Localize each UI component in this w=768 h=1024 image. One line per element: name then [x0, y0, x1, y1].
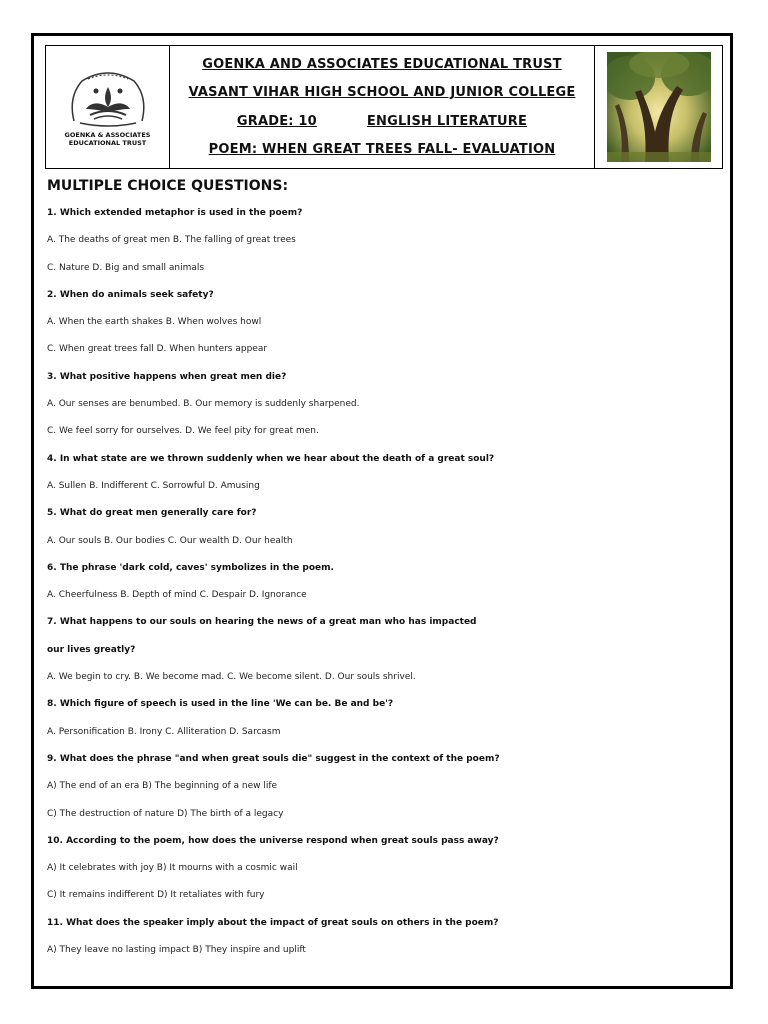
option-line: A. Sullen B. Indifferent C. Sorrowful D. Amusing	[47, 480, 260, 491]
subject-label: ENGLISH LITERATURE	[366, 113, 528, 129]
question-line: 7. What happens to our souls on hearing the news of a great man who has impacted	[47, 617, 477, 628]
document-header	[45, 45, 723, 169]
question-line: 10. According to the poem, how does the universe respond when great souls pass away?	[47, 835, 499, 846]
grade-label: GRADE: 10	[236, 113, 317, 129]
option-line: C) It remains indifferent D) It retaliates with fury	[47, 890, 265, 901]
poem-title: POEM: WHEN GREAT TREES FALL- EVALUATION	[208, 142, 556, 158]
question-line: 5. What do great men generally care for?	[47, 508, 257, 519]
question-line: 2. When do animals seek safety?	[47, 289, 214, 300]
option-line: C. We feel sorry for ourselves. D. We feel pity for great men.	[47, 426, 319, 437]
option-line: A. The deaths of great men B. The falling of great trees	[47, 235, 296, 246]
option-line: A. Our senses are benumbed. B. Our memory is suddenly sharpened.	[47, 399, 360, 410]
option-line: C. When great trees fall D. When hunters appear	[47, 344, 268, 355]
question-line: 9. What does the phrase "and when great souls die" suggest in the context of the poem?	[47, 753, 500, 764]
logo-caption	[65, 131, 151, 147]
school-name: VASANT VIHAR HIGH SCHOOL AND JUNIOR COLLEGE	[188, 85, 576, 101]
section-title: MULTIPLE CHOICE QUESTIONS:	[47, 178, 289, 194]
question-sheet	[47, 173, 727, 964]
option-line: C) The destruction of nature D) The birth of a legacy	[47, 808, 284, 819]
option-line: A. We begin to cry. B. We become mad. C. We become silent. D. Our souls shrivel.	[47, 672, 416, 683]
option-line: A. Personification B. Irony C. Alliteration D. Sarcasm	[47, 726, 281, 737]
logo-caption-line2: EDUCATIONAL TRUST	[68, 139, 147, 147]
option-line: A) It celebrates with joy B) It mourns with a cosmic wail	[47, 863, 298, 874]
grade-subject-row	[237, 114, 527, 129]
question-line: 8. Which figure of speech is used in the line 'We can be. Be and be'?	[47, 699, 394, 710]
tree-image-icon	[607, 52, 711, 162]
question-line: 11. What does the speaker imply about the impact of great souls on others in the poem?	[47, 917, 499, 928]
question-line: 4. In what state are we thrown suddenly when we hear about the death of a great soul?	[47, 453, 495, 464]
question-line: 1. Which extended metaphor is used in the poem?	[47, 208, 303, 218]
question-line: our lives greatly?	[47, 644, 136, 655]
question-list	[47, 200, 727, 964]
option-line: A. Our souls B. Our bodies C. Our wealth D. Our health	[47, 535, 293, 546]
header-title-block	[170, 46, 594, 168]
tree-photo	[594, 46, 722, 168]
option-line: A. When the earth shakes B. When wolves howl	[47, 317, 262, 328]
option-line: A. Cheerfulness B. Depth of mind C. Despair D. Ignorance	[47, 590, 307, 601]
option-line: A) They leave no lasting impact B) They inspire and uplift	[47, 945, 306, 956]
question-line: 6. The phrase 'dark cold, caves' symbolizes in the poem.	[47, 562, 334, 573]
option-line: A) The end of an era B) The beginning of a new life	[47, 781, 278, 792]
school-logo	[46, 46, 170, 168]
option-line: C. Nature D. Big and small animals	[47, 262, 205, 273]
trust-name: GOENKA AND ASSOCIATES EDUCATIONAL TRUST	[202, 56, 562, 72]
question-line: 3. What positive happens when great men die?	[47, 371, 287, 382]
logo-caption-line1: GOENKA & ASSOCIATES	[64, 131, 151, 139]
trust-emblem-icon	[60, 67, 156, 129]
